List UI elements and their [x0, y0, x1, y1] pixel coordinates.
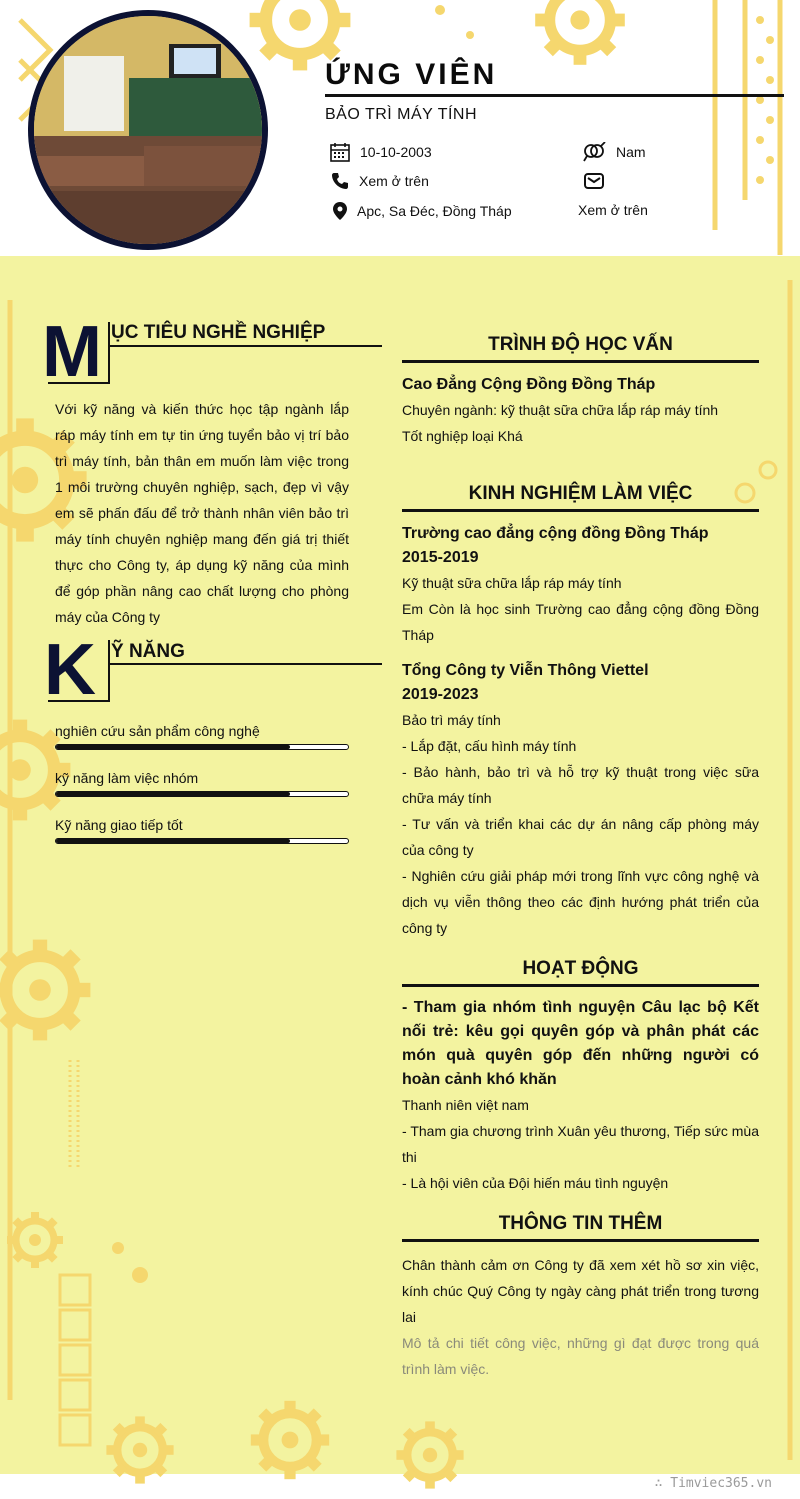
objective-initial: M	[42, 312, 102, 392]
job-company: Trường cao đẳng cộng đồng Đồng Tháp	[402, 525, 709, 542]
job-company: Tổng Công ty Viễn Thông Viettel	[402, 662, 649, 679]
gender-icon	[582, 142, 606, 162]
objective-title: ỤC TIÊU NGHỀ NGHIỆP	[111, 322, 326, 343]
activity-org: Thanh niên việt nam	[402, 1097, 529, 1113]
address-info	[333, 202, 512, 220]
activities-divider	[402, 984, 759, 987]
phone-value: Xem ở trên	[359, 173, 429, 189]
additional-divider	[402, 1239, 759, 1242]
skill-bar	[55, 744, 349, 750]
additional-placeholder: Mô tả chi tiết công việc, những gì đạt được trong quá trình làm việc.	[402, 1335, 759, 1377]
gender-info	[582, 142, 646, 162]
skill-bar	[55, 838, 349, 844]
job-period: 2019-2023	[402, 686, 479, 703]
birthday-value: 10-10-2003	[360, 144, 432, 160]
additional-section	[402, 1252, 759, 1382]
education-grade: Tốt nghiệp loại Khá	[402, 428, 523, 444]
gear-icon	[396, 1421, 463, 1488]
activities-title: HOẠT ĐỘNG	[522, 958, 639, 979]
skill-name: kỹ năng làm việc nhóm	[55, 770, 199, 786]
education-section	[402, 373, 759, 449]
location-pin-icon	[333, 202, 347, 220]
job-entry	[402, 659, 759, 941]
email-value: Xem ở trên	[578, 202, 648, 218]
skill-name: nghiên cứu sản phẩm công nghệ	[55, 723, 260, 739]
activities-section	[402, 996, 759, 1196]
email-value-row	[578, 202, 648, 218]
job-detail: - Tư vấn và triển khai các dự án nâng cấp phòng máy của công ty	[402, 816, 759, 858]
gear-icon	[535, 0, 625, 65]
skills-title: Ỹ NĂNG	[111, 641, 185, 662]
additional-title: THÔNG TIN THÊM	[498, 1213, 663, 1234]
phone-icon	[331, 172, 349, 190]
job-role: Bảo trì máy tính	[402, 712, 501, 728]
objective-text: Với kỹ năng và kiến thức học tập ngành lắp ráp máy tính em tự tin ứng tuyển bảo vị trí bảo trì máy tính, bản thân em muốn làm việc trong 1 môi trường chuyên nghiệp, sạch, đẹp vì vậy em sẽ phấn đấu để trở thành nhân viên bảo trì máy tính chuyên nghiệp mang đến giá trị thiết thực cho Công ty, áp dụng kỹ năng của mình để góp phần nâng cao chất lượng cho phòng máy của Công ty	[55, 401, 349, 625]
skills-divider	[108, 663, 382, 665]
skill-bar-fill	[56, 745, 290, 749]
email-icon	[584, 172, 604, 190]
education-major: Chuyên ngành: kỹ thuật sữa chữa lắp ráp máy tính	[402, 402, 719, 418]
skill-bar-fill	[56, 792, 290, 796]
avatar	[28, 10, 268, 250]
phone-info	[331, 172, 429, 190]
email-info	[584, 172, 604, 190]
skill-name: Kỹ năng giao tiếp tốt	[55, 817, 183, 833]
education-school: Cao Đẳng Cộng Đồng Đồng Tháp	[402, 376, 656, 393]
gender-value: Nam	[616, 144, 646, 160]
skill-item	[55, 814, 349, 861]
objective-divider	[108, 345, 382, 347]
gear-icon	[106, 1416, 173, 1483]
watermark: ∴ Timviec365.vn	[654, 1476, 772, 1491]
gear-icon	[0, 940, 90, 1041]
experience-section	[402, 522, 759, 941]
additional-text: Chân thành cảm ơn Công ty đã xem xét hồ sơ xin việc, kính chúc Quý Công ty ngày càng phát triển trong tương lai	[402, 1257, 759, 1325]
gear-icon	[251, 1401, 329, 1479]
activity-item: - Tham gia chương trình Xuân yêu thương, Tiếp sức mùa thi	[402, 1123, 759, 1165]
job-detail: - Lắp đặt, cấu hình máy tính	[402, 738, 577, 754]
birthday-info	[330, 142, 432, 162]
skills-list	[55, 720, 349, 861]
skills-initial: K	[44, 630, 96, 710]
skill-bar	[55, 791, 349, 797]
education-divider	[402, 360, 759, 363]
activity-headline: - Tham gia nhóm tình nguyện Câu lạc bộ Kết nối trẻ: kêu gọi quyên góp và phân phát các món quà quyên góp đến những người có hoàn cảnh khó khăn	[402, 999, 759, 1088]
calendar-icon	[330, 142, 350, 162]
name-divider	[325, 94, 784, 97]
job-detail: - Nghiên cứu giải pháp mới trong lĩnh vực công nghệ và dịch vụ viễn thông theo các định hướng phát triển của công ty	[402, 868, 759, 936]
education-title: TRÌNH ĐỘ HỌC VẤN	[488, 334, 673, 355]
experience-divider	[402, 509, 759, 512]
job-title: BẢO TRÌ MÁY TÍNH	[325, 106, 478, 123]
candidate-name: ỨNG VIÊN	[325, 58, 498, 91]
job-detail: Em Còn là học sinh Trường cao đẳng cộng đồng Đồng Tháp	[402, 601, 759, 643]
skill-item	[55, 720, 349, 767]
address-value: Apc, Sa Đéc, Đồng Tháp	[357, 203, 512, 219]
skill-item	[55, 767, 349, 814]
job-entry	[402, 522, 759, 648]
job-period: 2015-2019	[402, 549, 479, 566]
activity-item: - Là hội viên của Đội hiến máu tình nguyện	[402, 1175, 669, 1191]
job-detail: - Bảo hành, bảo trì và hỗ trợ kỹ thuật trong việc sữa chữa máy tính	[402, 764, 759, 806]
skill-bar-fill	[56, 839, 290, 843]
gear-icon	[7, 1212, 63, 1268]
experience-title: KINH NGHIỆM LÀM VIỆC	[468, 483, 693, 504]
job-role: Kỹ thuật sữa chữa lắp ráp máy tính	[402, 575, 622, 591]
